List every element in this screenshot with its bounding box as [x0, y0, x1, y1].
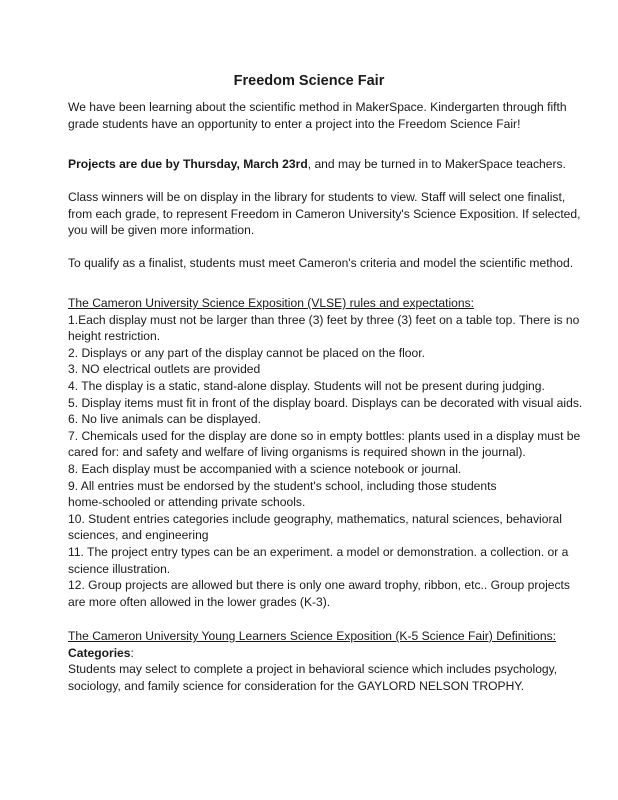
- rules-section: [68, 295, 582, 610]
- rule-line: sciences, and engineering: [68, 528, 209, 543]
- rules-heading: The Cameron University Science Exposition (VLSE) rules and expectations:: [68, 296, 475, 310]
- text-line: from each grade, to represent Freedom in Cameron University's Science Exposition. If selected,: [68, 206, 581, 221]
- rule-line: 2. Displays or any part of the display cannot be placed on the floor.: [68, 345, 425, 360]
- rules-list: [68, 312, 582, 611]
- due-date-paragraph: [68, 156, 566, 173]
- qualify-paragraph: To qualify as a finalist, students must meet Cameron's criteria and model the scientific method.: [68, 256, 574, 270]
- rule-line: home-schooled or attending private schools.: [68, 495, 306, 510]
- text-line: you will be given more information.: [68, 223, 255, 238]
- rule-line: 4. The display is a static, stand-alone display. Students will not be present during judging.: [68, 378, 545, 393]
- rule-line: height restriction.: [68, 329, 161, 344]
- rule-line: 9. All entries must be endorsed by the student's school, including those students: [68, 478, 497, 493]
- due-date-rest: , and may be turned in to MakerSpace teachers.: [307, 157, 566, 171]
- page-title: Freedom Science Fair: [233, 73, 385, 89]
- text-line: grade students have an opportunity to enter a project into the Freedom Science Fair!: [68, 116, 521, 131]
- definitions-heading: The Cameron University Young Learners Science Exposition (K-5 Science Fair) Definitions:: [68, 629, 557, 643]
- rule-line: 5. Display items must fit in front of the display board. Displays can be decorated with visual aids.: [68, 395, 583, 410]
- rule-line: are more often allowed in the lower grades (K-3).: [68, 594, 331, 609]
- rule-line: 1.Each display must not be larger than three (3) feet by three (3) feet on a table top. There is no: [68, 312, 580, 327]
- text-line: We have been learning about the scientific method in MakerSpace. Kindergarten through fifth: [68, 100, 567, 114]
- rule-line: cared for: and safety and welfare of living organisms is required shown in the journal).: [68, 445, 526, 460]
- rule-line: 12. Group projects are allowed but there is only one award trophy, ribbon, etc.. Group projects: [68, 578, 570, 593]
- categories-label: Categories: [68, 645, 131, 660]
- categories-colon: :: [130, 645, 134, 660]
- definitions-section: [68, 628, 557, 694]
- rule-line: 3. NO electrical outlets are provided: [68, 362, 261, 377]
- rule-line: 11. The project entry types can be an experiment. a model or demonstration. a collection. or a: [68, 544, 569, 559]
- rule-line: 6. No live animals can be displayed.: [68, 412, 261, 427]
- text-line: sociology, and family science for consideration for the GAYLORD NELSON TROPHY.: [68, 678, 525, 693]
- text-line: Class winners will be on display in the library for students to view. Staff will select one finalist,: [68, 190, 566, 204]
- winners-paragraph: [68, 189, 581, 239]
- rule-line: 8. Each display must be accompanied with a science notebook or journal.: [68, 461, 462, 476]
- rule-line: 7. Chemicals used for the display are done so in empty bottles: plants used in a display must be: [68, 428, 581, 443]
- due-date-bold: Projects are due by Thursday, March 23rd: [68, 157, 308, 171]
- intro-paragraph: [68, 99, 567, 132]
- rule-line: science illustration.: [68, 561, 171, 576]
- text-line: Students may select to complete a project in behavioral science which includes psychology,: [68, 662, 558, 677]
- rule-line: 10. Student entries categories include geography, mathematics, natural sciences, behavioral: [68, 511, 562, 526]
